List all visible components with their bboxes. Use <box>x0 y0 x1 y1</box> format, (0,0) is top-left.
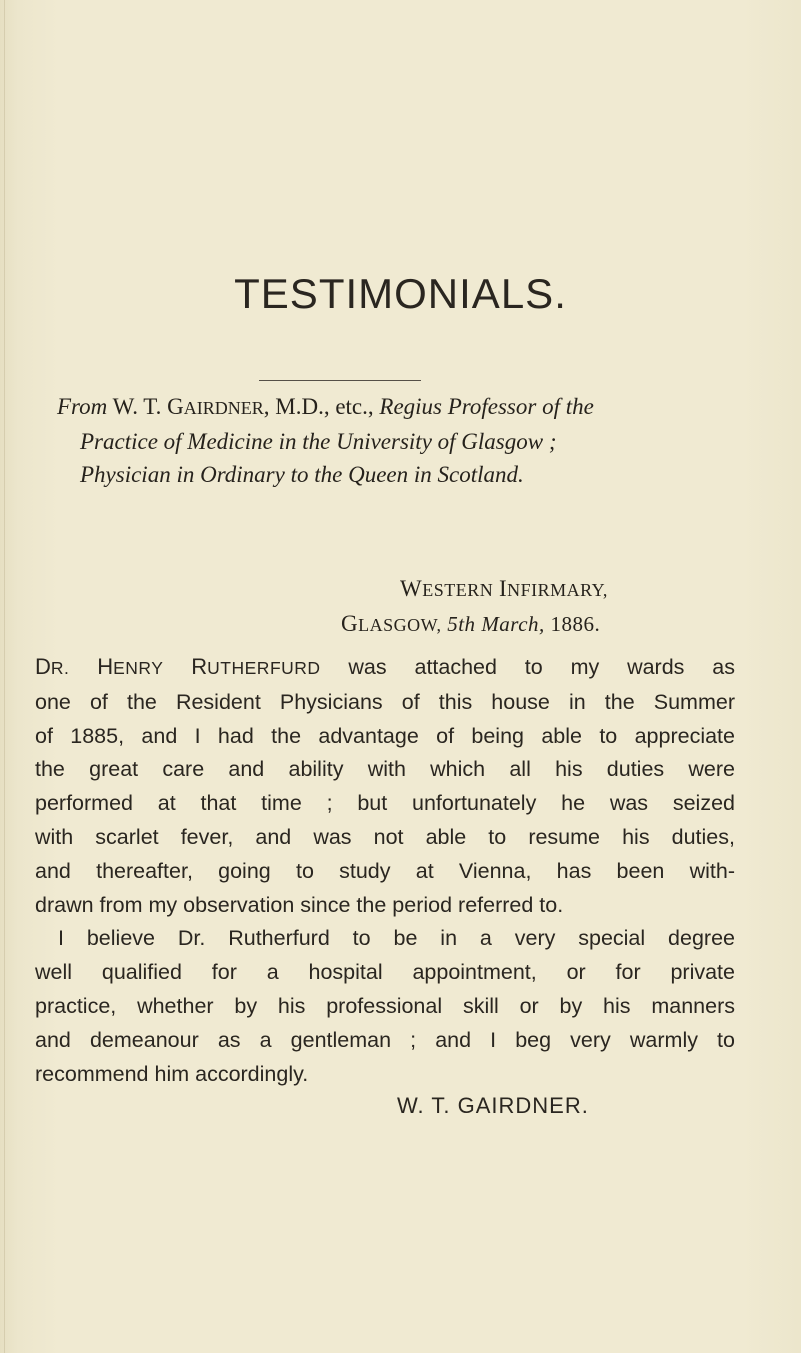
body-line-11: practice, whether by his professional skill or by his manners <box>35 993 735 1018</box>
body-line-8: drawn from my observation since the period referred to. <box>35 892 564 917</box>
attribution-title-line-2: Practice of Medicine in the University of Glasgow ; <box>80 429 557 454</box>
body-line-13: recommend him accordingly. <box>35 1061 309 1086</box>
date-month: March, <box>481 612 545 636</box>
attribution-title-line-3: Physician in Ordinary to the Queen in Scotland. <box>80 462 524 487</box>
address-institution: WESTERN INFIRMARY, <box>400 576 608 601</box>
attribution-credentials: M.D., etc., <box>275 394 374 419</box>
page-title: TESTIMONIALS. <box>234 270 567 317</box>
date-year: 1886. <box>550 612 601 636</box>
body-line-5: performed at that time ; but unfortunately he was seized <box>35 791 735 816</box>
body-line-3: of 1885, and I had the advantage of being able to appreciate <box>35 723 735 748</box>
attribution-block <box>57 390 737 491</box>
attribution-initials: W. T. <box>112 394 162 419</box>
attribution-surname-rest: AIRDNER <box>183 398 264 418</box>
attribution-line-1: From W. T. GAIRDNER, M.D., etc., Regius Professor of the <box>57 394 594 419</box>
address-city-date: GLASGOW, 5th March, 1886. <box>341 611 601 636</box>
attribution-from: From <box>57 394 108 419</box>
attribution-title-line-1: Regius Professor of the <box>379 394 594 419</box>
body-line-4: the great care and ability with which all his duties were <box>35 757 735 782</box>
body-line-12: and demeanour as a gentleman ; and I beg very warmly to <box>35 1027 735 1052</box>
body-line-2: one of the Resident Physicians of this house in the Summer <box>35 689 735 714</box>
attribution-surname-initial: G <box>167 394 184 419</box>
body-line-7: and thereafter, going to study at Vienna, has been with- <box>35 858 735 883</box>
title-divider <box>259 380 421 381</box>
body-line-1: DR. HENRY RUTHERFURD was attached to my wards as <box>35 654 735 679</box>
letter-body <box>35 650 735 1091</box>
signature: W. T. GAIRDNER. <box>397 1093 589 1119</box>
date-day: 5th <box>447 612 476 636</box>
body-line-10: well qualified for a hospital appointment, or for private <box>35 960 735 985</box>
page-gutter-line <box>4 0 5 1353</box>
letter-address <box>341 572 608 642</box>
body-line-6: with scarlet fever, and was not able to resume his duties, <box>35 824 735 849</box>
body-line-9: I believe Dr. Rutherfurd to be in a very special degree <box>58 926 735 951</box>
